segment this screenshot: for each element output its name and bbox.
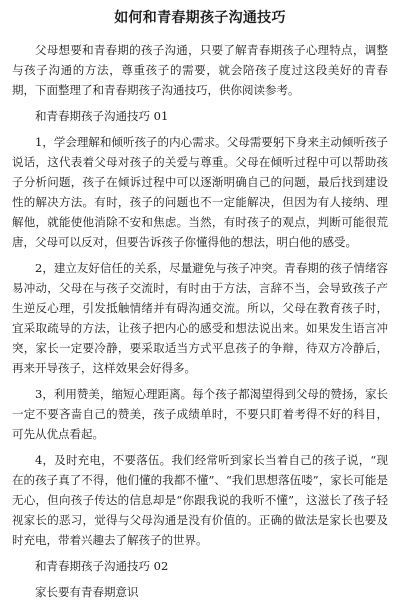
section-heading-02: 和青春期孩子沟通技巧 02 bbox=[35, 559, 169, 573]
section2-first-line: 家长要有青春期意识 bbox=[35, 585, 139, 599]
document-title: 如何和青春期孩子沟通技巧 bbox=[114, 10, 286, 26]
tip-paragraph-3: 3，利用赞美，缩短心理距离。每个孩子都渴望得到父母的赞扬，家长一定不要吝啬自己的赞美，孩子成绩单时，不要只盯着考得不好的科目，可先从优点看起。 bbox=[12, 387, 388, 441]
tip-paragraph-2: 2，建立友好信任的关系，尽量避免与孩子冲突。青春期的孩子情绪容易冲动，父母在与孩子交流时，有时由于方法，言辞不当，会导致孩子产生逆反心理，引发抵触情绪并有碍沟通交流。所以，父母在教育孩子时，宜采取疏导的方法，让孩子把内心的感受和想法说出来。如果发生语言冲突，家长一定要冷静，要采取适当方式平息孩子的争辩，待双方冷静后，再来开导孩子，这样效果会好得多。 bbox=[12, 261, 388, 375]
intro-paragraph: 父母想要和青春期的孩子沟通，只要了解青春期孩子心理特点，调整与孩子沟通的方法，尊重孩子的需要，就会陪孩子度过这段美好的青春期，下面整理了和青春期孩子沟通技巧，供你阅读参考。 bbox=[12, 43, 388, 97]
section-heading-01: 和青春期孩子沟通技巧 01 bbox=[35, 109, 169, 123]
tip-paragraph-4: 4，及时充电，不要落伍。我们经常听到家长当着自己的孩子说，“现在的孩子真了不得，他们懂的我都不懂”、“我们思想落伍喽”，家长可能是无心，但向孩子传达的信息却是“你跟我说的我听不懂”，这滋长了孩子轻视家长的恶习，觉得与父母沟通是没有价值的。正确的做法是家长也要及时充电，带着兴趣去了解孩子的世界。 bbox=[12, 453, 388, 547]
tip-paragraph-1: 1，学会理解和倾听孩子的内心需求。父母需要躬下身来主动倾听孩子说话，这代表着父母对孩子的关爱与尊重。父母在倾听过程中可以帮助孩子分析问题，孩子在倾诉过程中可以逐渐明确自己的问题，最后找到建设性的解决方法。有时，孩子的问题也不一定能解决，但因为有人接纳、理解他，就能使他消除不安和焦虑。当然，有时孩子的观点，判断可能很荒唐，父母可以反对，但要告诉孩子你懂得他的想法，明白他的感受。 bbox=[12, 135, 388, 249]
